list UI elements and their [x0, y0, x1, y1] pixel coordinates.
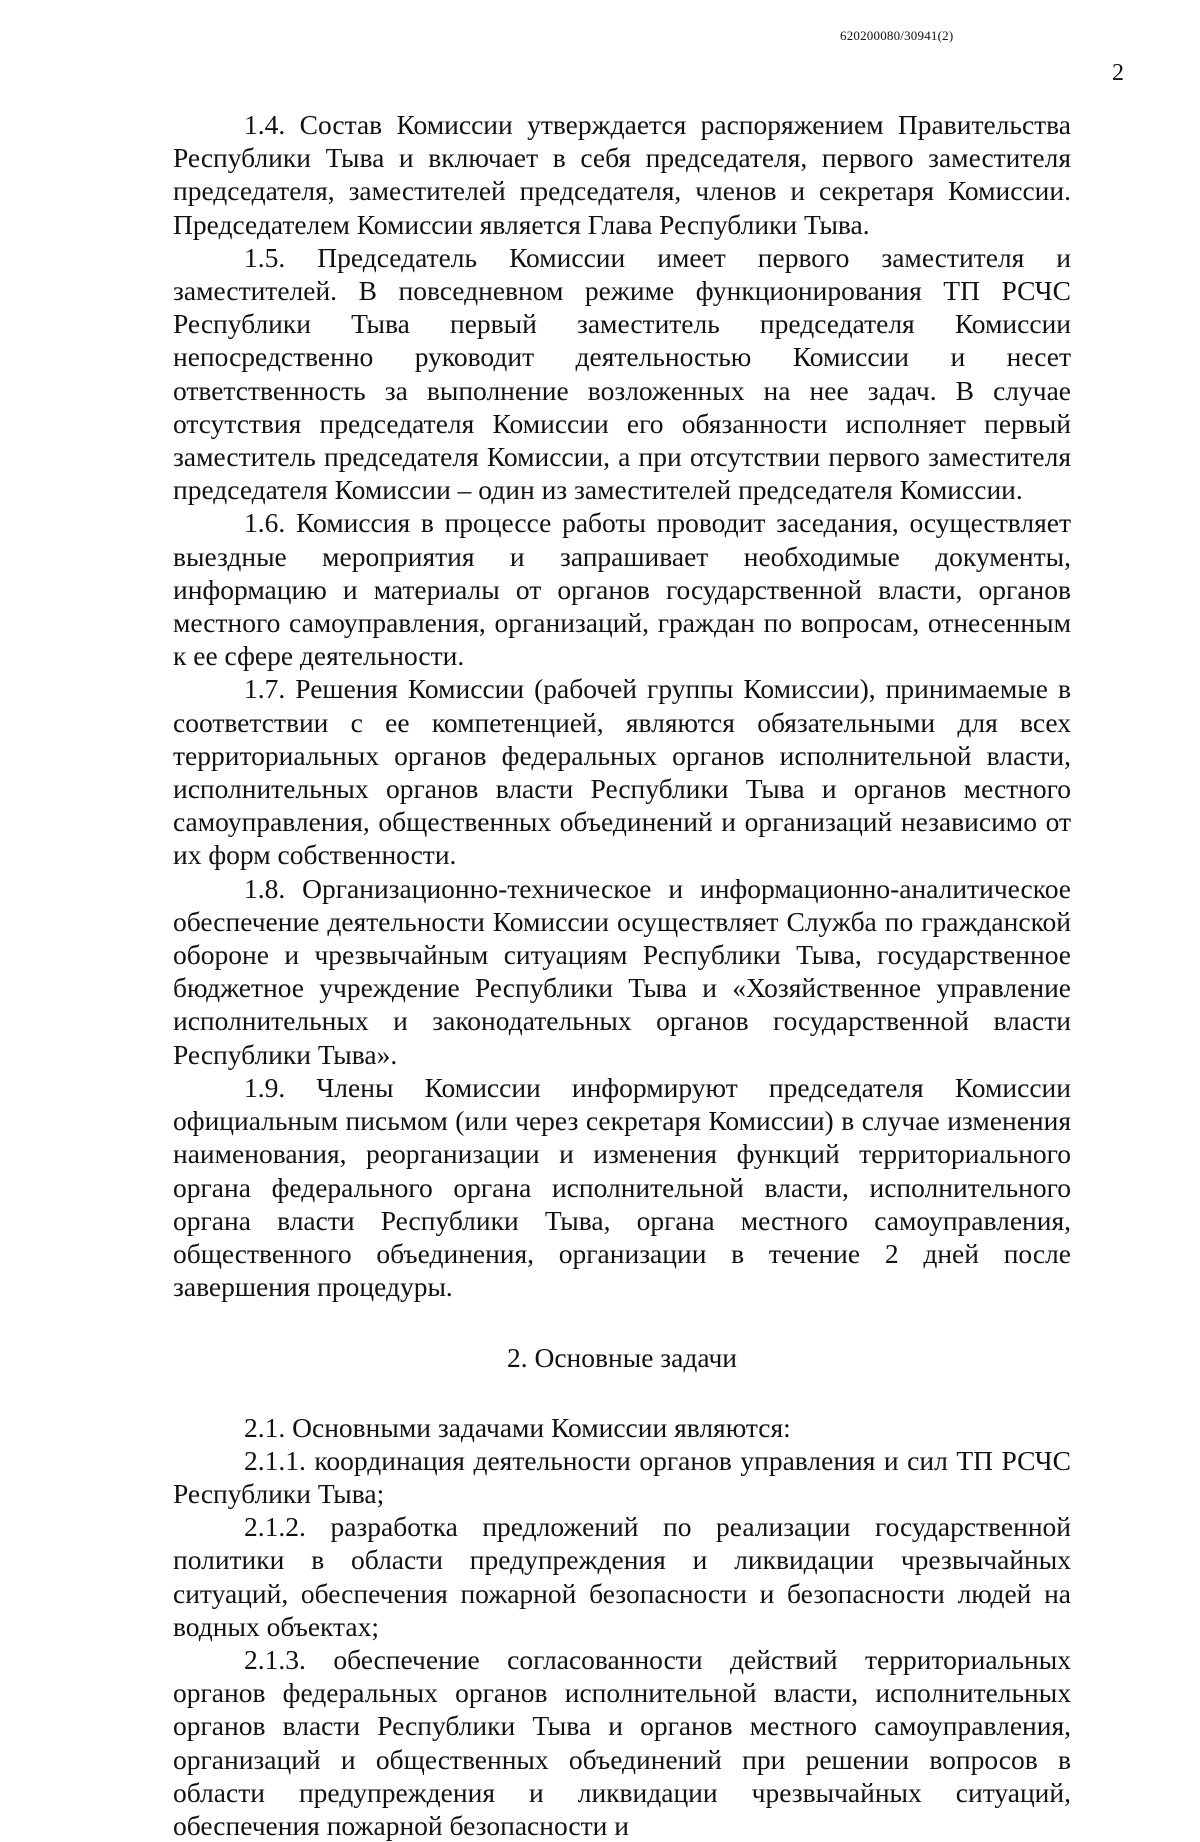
paragraph-2-1-1: 2.1.1. координация деятельности органов управления и сил ТП РСЧС Республики Тыва; — [173, 1444, 1071, 1509]
document-code: 620200080/30941(2) — [840, 28, 954, 43]
paragraph-2-1-3: 2.1.3. обеспечение согласованности действий территориальных органов федеральных органов исполнительной власти, исполнительных органов власти Республики Тыва и органов местного самоуправления, организаций и общественных объединений при решении вопросов в области предупреждения и ликвидации чрезвычайных ситуаций, обеспечения пожарной безопасности и — [173, 1643, 1071, 1841]
paragraph-1-7: 1.7. Решения Комиссии (рабочей группы Комиссии), принимаемые в соответствии с ее компетенцией, являются обязательными для всех территориальных органов федеральных органов исполнительной власти, исполнительных органов власти Республики Тыва и органов местного самоуправления, общественных объединений и организаций независимо от их форм собственности. — [173, 673, 1071, 871]
paragraph-1-8: 1.8. Организационно-техническое и информационно-аналитическое обеспечение деятельности Комиссии осуществляет Служба по гражданской обороне и чрезвычайным ситуациям Республики Тыва, государственное бюджетное учреждение Республики Тыва и «Хозяйственное управление исполнительных и законодательных органов государственной власти Республики Тыва». — [173, 872, 1071, 1070]
paragraph-1-4: 1.4. Состав Комиссии утверждается распоряжением Правительства Республики Тыва и включает в себя председателя, первого заместителя председателя, заместителей председателя, членов и секретаря Комиссии. Председателем Комиссии является Глава Республики Тыва. — [173, 109, 1071, 240]
paragraph-2-1: 2.1. Основными задачами Комиссии являются: — [244, 1411, 791, 1443]
paragraph-1-9: 1.9. Члены Комиссии информируют председателя Комиссии официальным письмом (или через секретаря Комиссии) в случае изменения наименования, реорганизации и изменения функций территориального органа федерального органа исполнительной власти, исполнительного органа власти Республики Тыва, органа местного самоуправления, общественного объединения, организации в течение 2 дней после завершения процедуры. — [173, 1071, 1071, 1303]
paragraph-1-5: 1.5. Председатель Комиссии имеет первого заместителя и заместителей. В повседневном режиме функционирования ТП РСЧС Республики Тыва первый заместитель председателя Комиссии непосредственно руководит деятельностью Комиссии и несет ответственность за выполнение возложенных на нее задач. В случае отсутствия председателя Комиссии его обязанности исполняет первый заместитель председателя Комиссии, а при отсутствии первого заместителя председателя Комиссии – один из заместителей председателя Комиссии. — [173, 241, 1071, 506]
section-title: 2. Основные задачи — [506, 1342, 737, 1374]
paragraph-1-6: 1.6. Комиссия в процессе работы проводит заседания, осуществляет выездные мероприятия и запрашивает необходимые документы, информацию и материалы от органов государственной власти, органов местного самоуправления, организаций, граждан по вопросам, отнесенным к ее сфере деятельности. — [173, 507, 1071, 672]
paragraph-2-1-2: 2.1.2. разработка предложений по реализации государственной политики в области предупреждения и ликвидации чрезвычайных ситуаций, обеспечения пожарной безопасности и безопасности людей на водных объектах; — [173, 1511, 1071, 1642]
page-number: 2 — [1112, 60, 1124, 86]
document-body — [173, 108, 1071, 1842]
